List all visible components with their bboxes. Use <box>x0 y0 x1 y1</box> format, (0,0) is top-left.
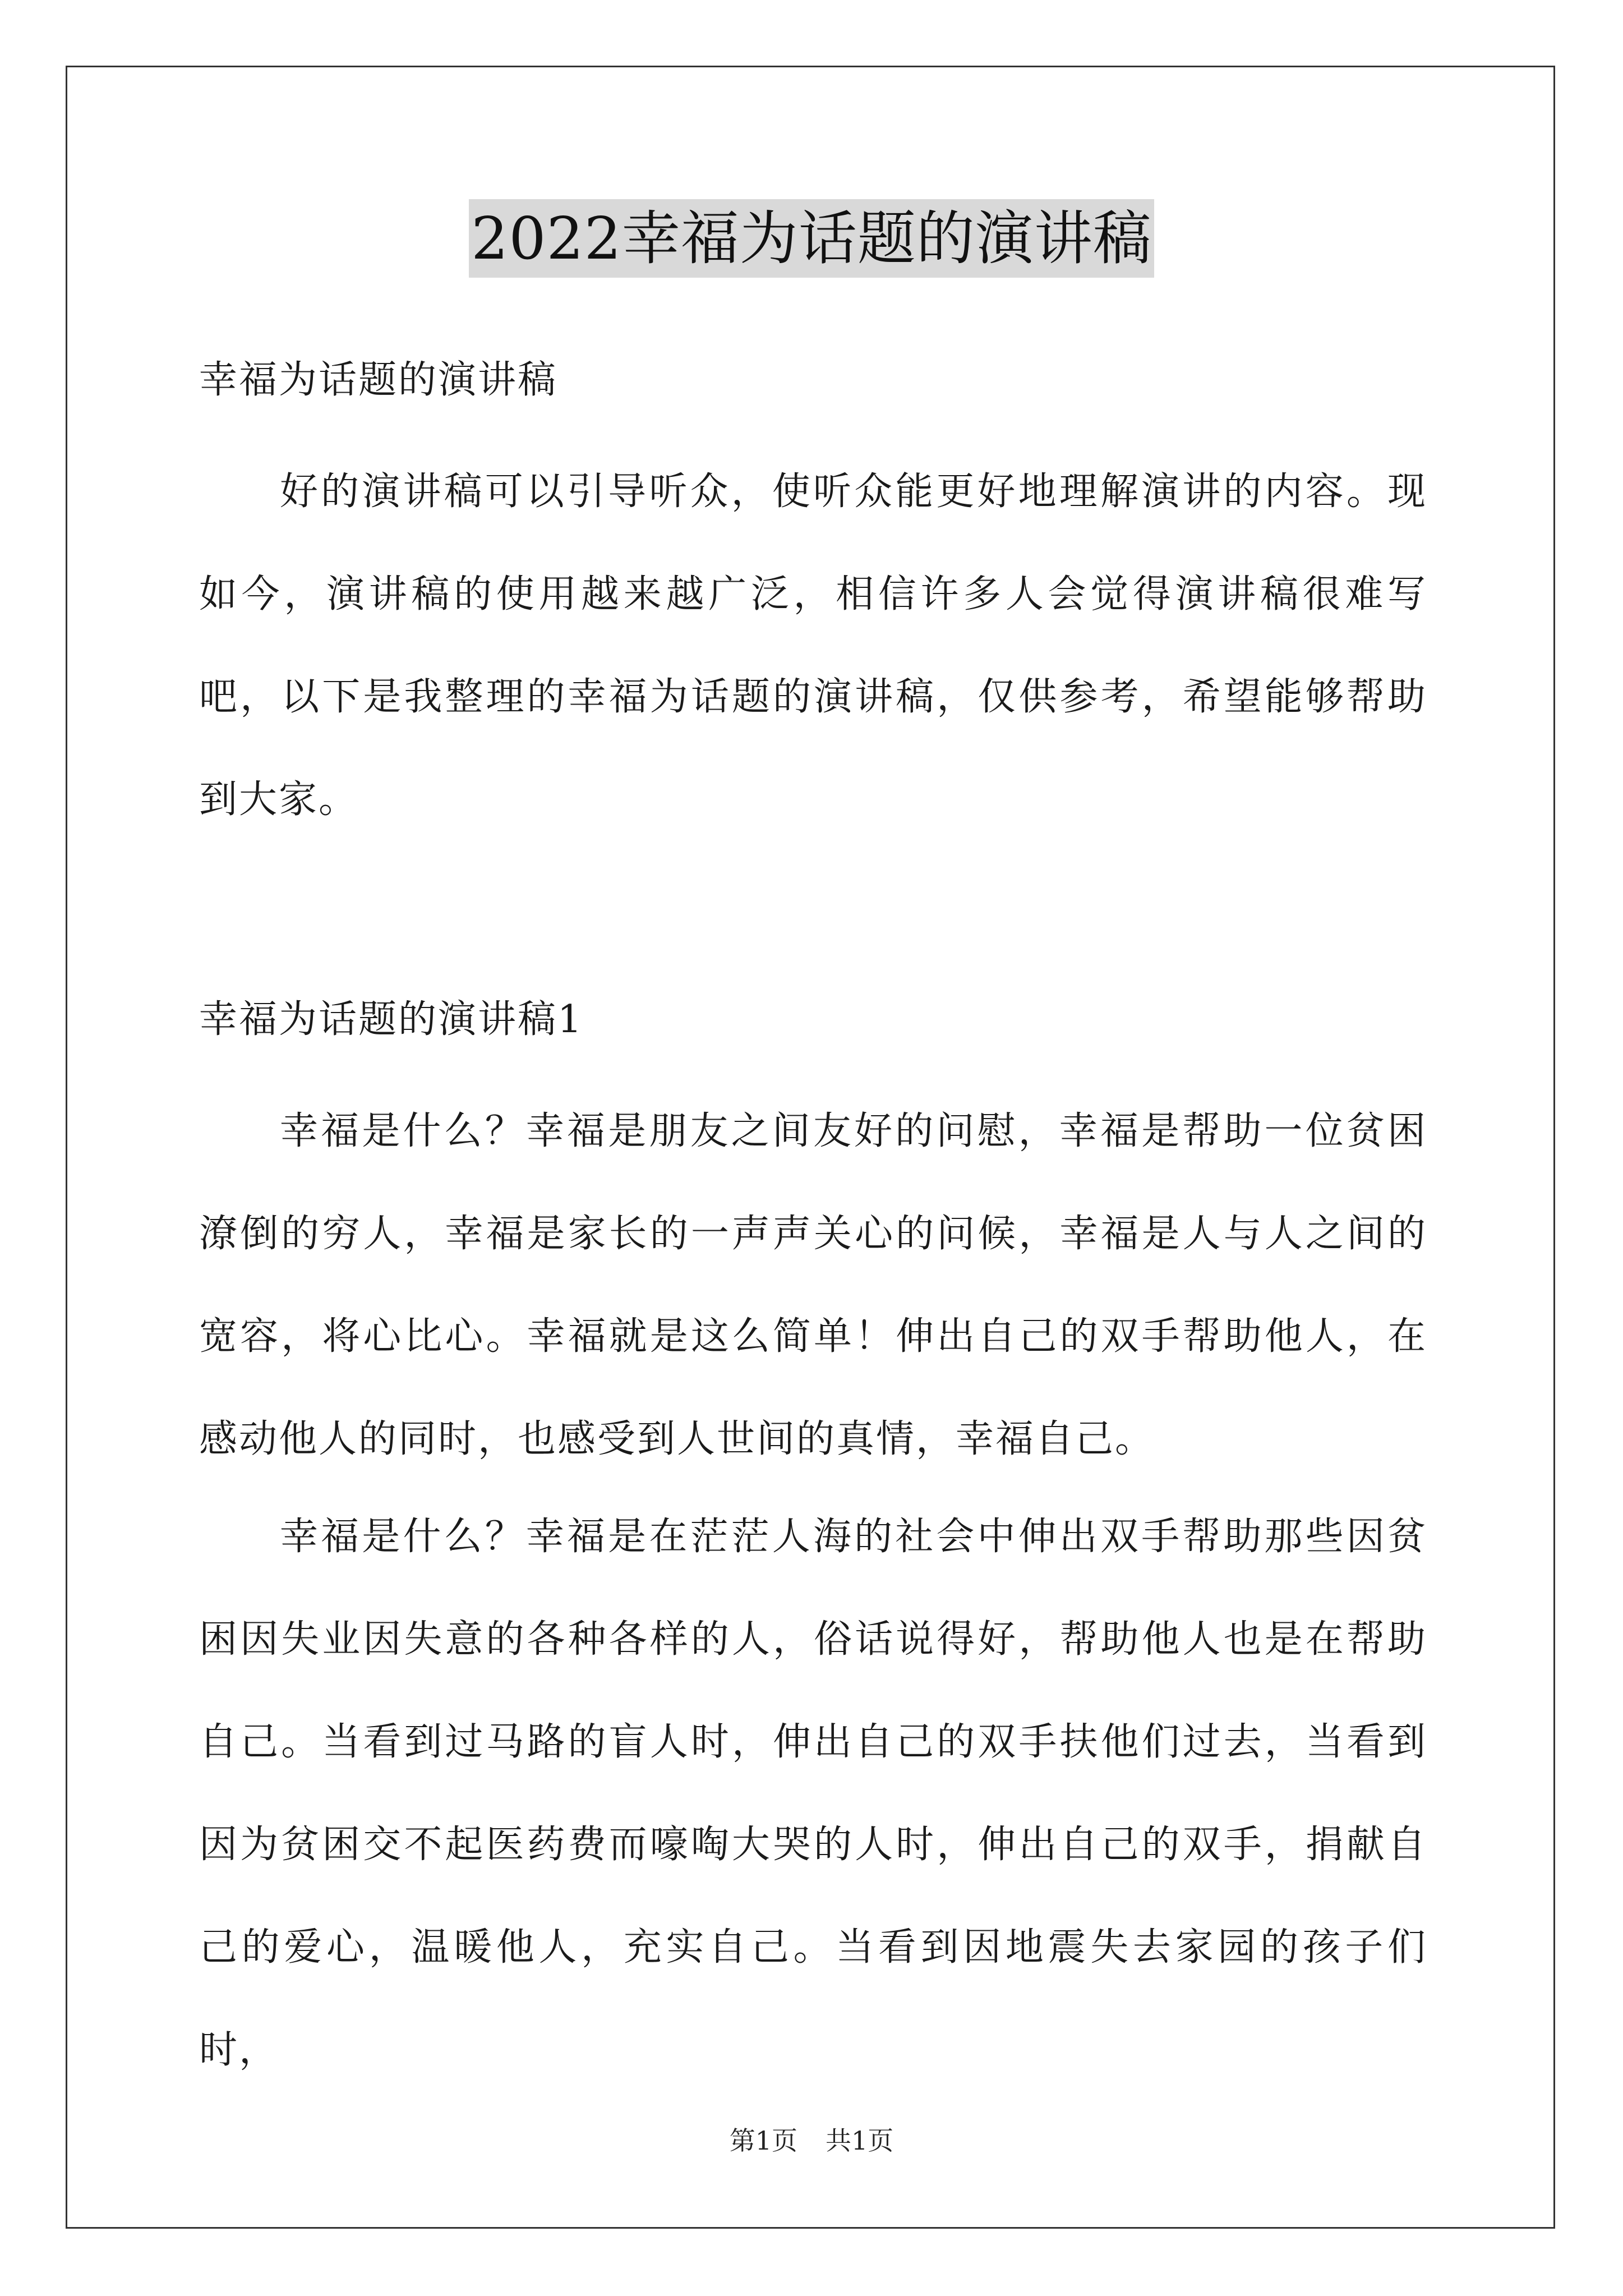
body-paragraph-1: 幸福是什么？幸福是朋友之间友好的问慰，幸福是帮助一位贫困潦倒的穷人，幸福是家长的一声声关心的问候，幸福是人与人之间的宽容，将心比心。幸福就是这么简单！伸出自己的双手帮助他人，在感动他人的同时，也感受到人世间的真情，幸福自己。 <box>199 1109 1427 1461</box>
intro-paragraph: 好的演讲稿可以引导听众，使听众能更好地理解演讲的内容。现如今，演讲稿的使用越来越广泛，相信许多人会觉得演讲稿很难写吧，以下是我整理的幸福为话题的演讲稿，仅供参考，希望能够帮助到大家。 <box>199 470 1427 822</box>
body-paragraph-2: 幸福是什么？幸福是在茫茫人海的社会中伸出双手帮助那些因贫困因失业因失意的各种各样的人，俗话说得好，帮助他人也是在帮助自己。当看到过马路的盲人时，伸出自己的双手扶他们过去，当看到因为贫困交不起医药费而嚎啕大哭的人时，伸出自己的双手，捐献自己的爱心，温暖他人，充实自己。当看到因地震失去家园的孩子们时， <box>199 1515 1427 2072</box>
title-container <box>0 199 1623 278</box>
section-heading: 幸福为话题的演讲稿1 <box>199 997 584 1042</box>
page-total: 共1页 <box>826 2125 894 2156</box>
document-subtitle: 幸福为话题的演讲稿 <box>199 358 558 402</box>
page-footer <box>0 2120 1623 2157</box>
page-number: 第1页 <box>729 2125 797 2156</box>
document-title: 2022幸福为话题的演讲稿 <box>469 199 1154 278</box>
